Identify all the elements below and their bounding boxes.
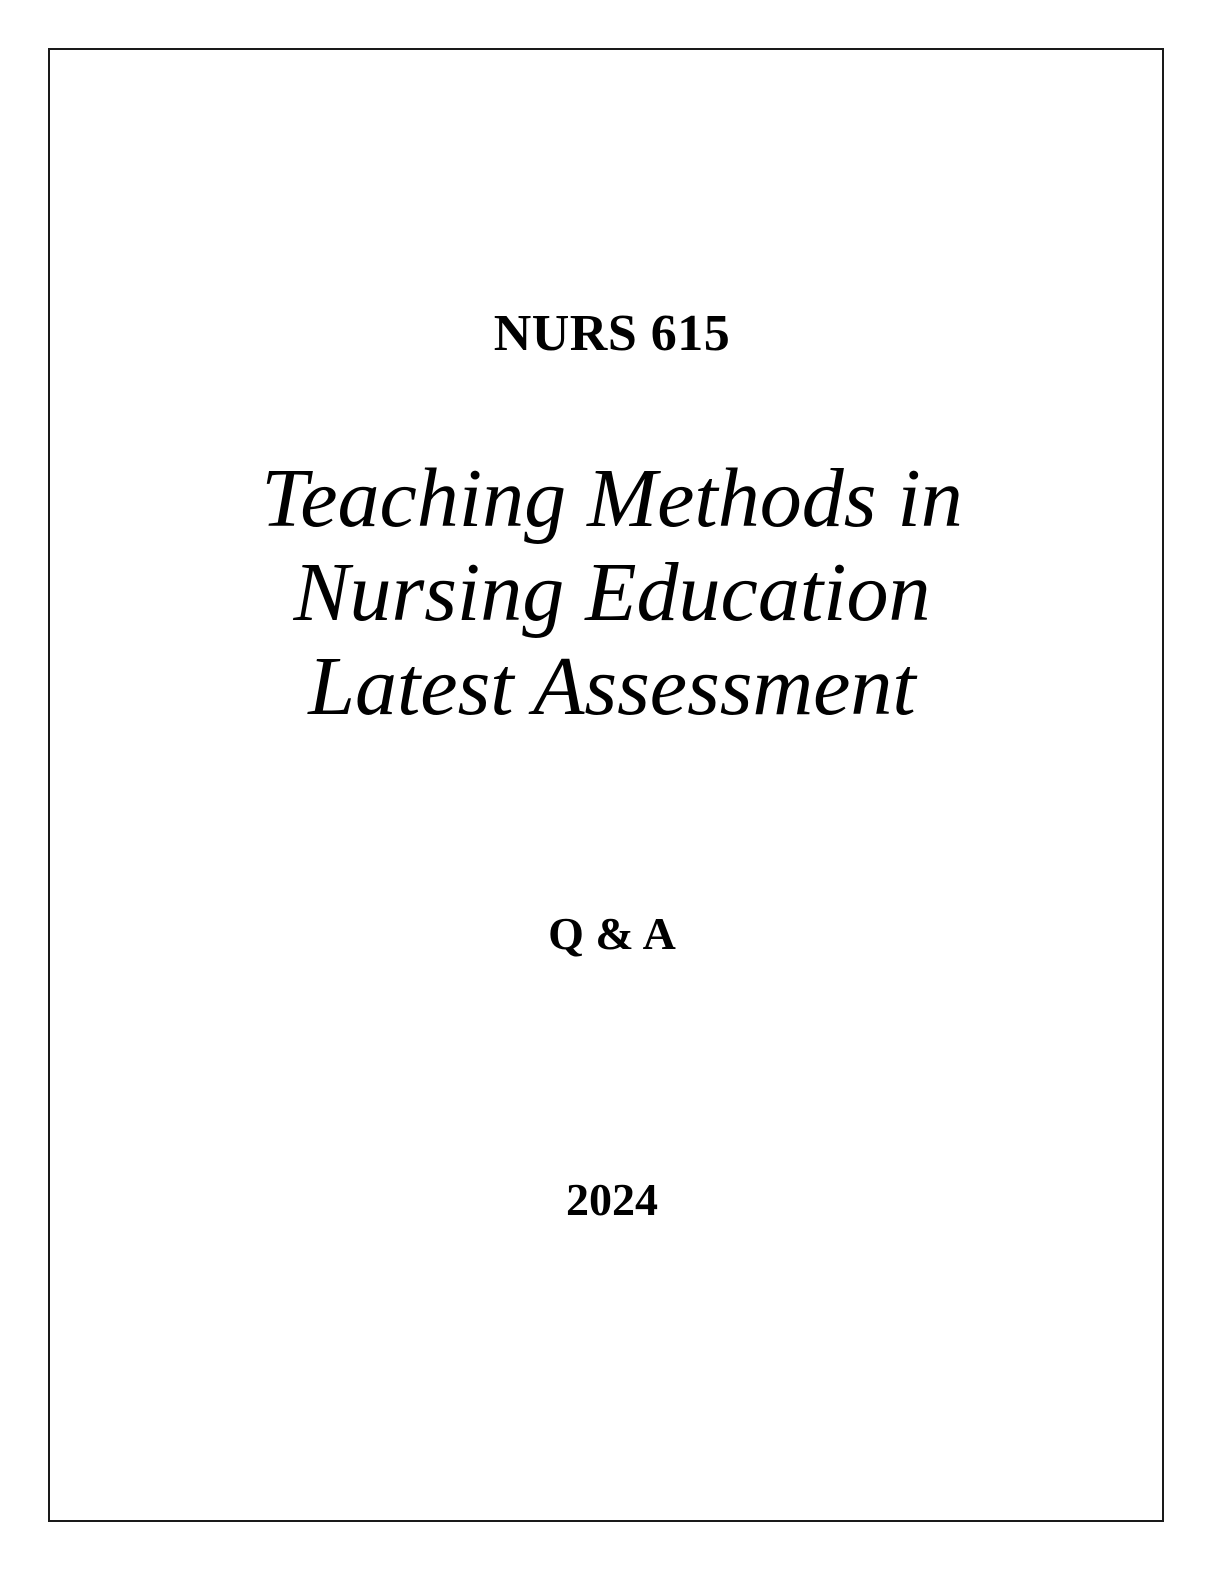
course-code: NURS 615 <box>493 305 731 362</box>
title-line-3: Latest Assessment <box>308 640 916 733</box>
year-label: 2024 <box>566 1174 658 1225</box>
title-line-2: Nursing Education <box>293 546 931 639</box>
format-label: Q & A <box>548 908 676 959</box>
document-title <box>0 452 1224 734</box>
title-line-1: Teaching Methods in <box>261 452 963 545</box>
page-border-frame <box>48 48 1164 1522</box>
